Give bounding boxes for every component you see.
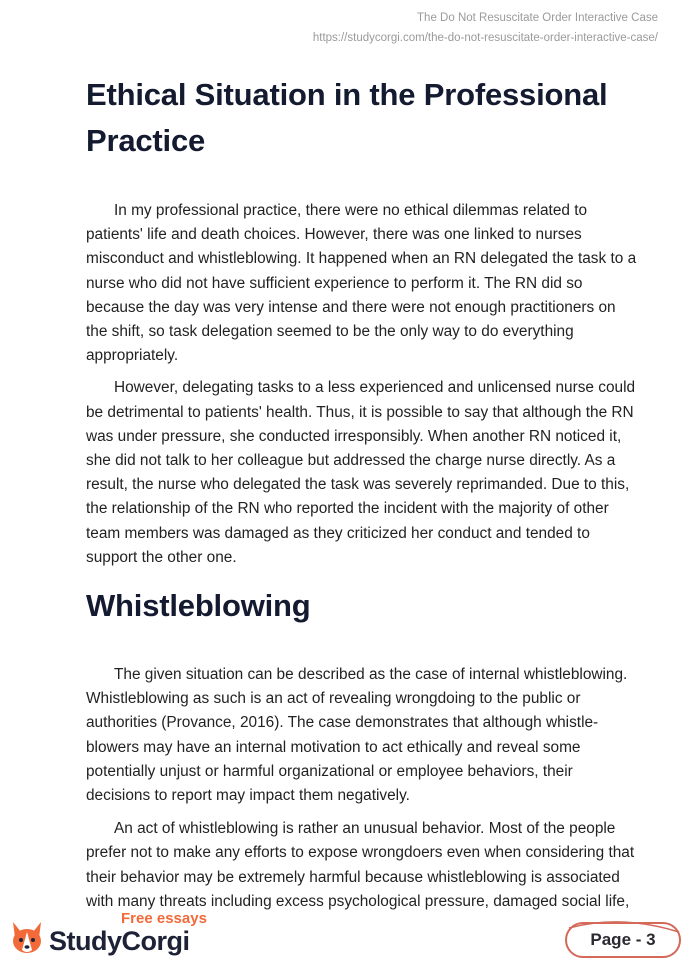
text-line: because the day was very intense and there were not enough practitioners on [86,298,616,316]
section-heading: Whistleblowing [86,588,311,624]
paragraph-2 [86,376,668,570]
text-line: the relationship of the RN who reported the incident with the majority of other [86,500,609,518]
page-header [313,10,658,47]
text-line: In my professional practice, there were no ethical dilemmas related to [114,202,588,219]
title-line-2: Practice [86,123,206,158]
page-number: Page - 3 [590,930,656,949]
badge-swoosh-icon [561,918,685,964]
text-line: their behavior may be extremely harmful because whistleblowing is associated [86,868,620,886]
document-title: The Do Not Resuscitate Order Interactive Case [417,12,658,24]
text-line: nurse who did not have sufficient experience to perform it. The RN did so [86,274,583,292]
text-line: the shift, so task delegation seemed to be the only way to do everything [86,323,574,341]
text-line: team members was damaged as they criticized her conduct and tended to [86,524,590,542]
text-line: The given situation can be described as the case of internal whistleblowing. [114,666,628,684]
paragraph-4 [86,817,668,914]
text-line: result, the nurse who delegated the task was severely reprimanded. Due to this, [86,476,630,494]
text-line: with many threats including excess psychological pressure, damaged social life, [86,892,630,910]
corgi-icon [7,916,47,956]
text-line: However, delegating tasks to a less experienced and unlicensed nurse could [114,379,636,397]
text-line: be detrimental to patients' health. Thus, it is possible to say that although the RN [86,403,634,421]
text-line: Whistleblowing as such is an act of revealing wrongdoing to the public or [86,690,581,708]
text-line: An act of whistleblowing is rather an unusual behavior. Most of the people [114,820,616,838]
title-line-1: Ethical Situation in the Professional [86,77,608,112]
text-line: prefer not to make any efforts to expose wrongdoers even when considering that [86,844,635,862]
text-line: was under pressure, she conducted irresponsibly. When another RN noticed it, [86,427,622,445]
paragraph-3 [86,663,668,808]
text-line: support the other one. [86,548,237,566]
document-body [86,72,668,914]
page-title [86,72,668,164]
brand-name: StudyCorgi [49,926,190,956]
text-line: potentially unjust or harmful organizational or employee behaviors, their [86,762,573,780]
text-line: authorities (Provance, 2016). The case demonstrates that although whistle- [86,714,599,732]
text-line: decisions to report may impact them negatively. [86,787,410,805]
text-line: appropriately. [86,347,179,365]
text-line: she did not talk to her colleague but addressed the charge nurse directly. As a [86,452,616,470]
text-line: misconduct and whistleblowing. It happened when an RN delegated the task to a [86,250,637,268]
paragraph-1 [86,199,668,368]
free-essays-tagline: Free essays [121,910,207,927]
page-number-badge [565,922,681,958]
text-line: blowers may have an internal motivation to act ethically and reveal some [86,738,581,756]
text-line: patients' life and death choices. However, there was one linked to nurses [86,226,582,244]
studycorgi-logo[interactable] [5,906,225,958]
source-url[interactable]: https://studycorgi.com/the-do-not-resuscitate-order-interactive-case/ [312,32,658,44]
